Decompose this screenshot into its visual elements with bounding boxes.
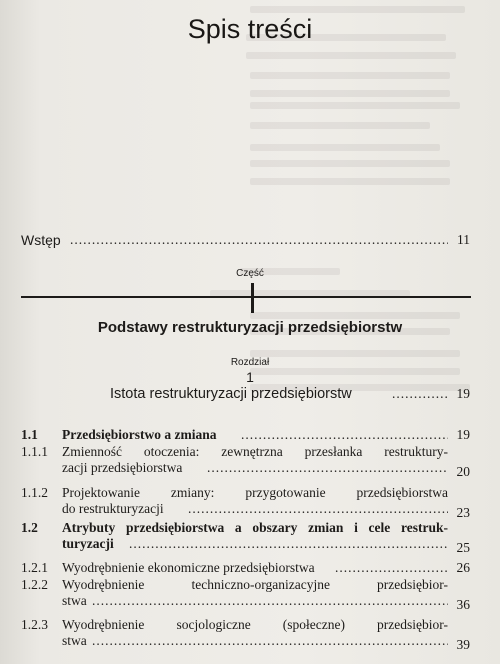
leader-dots — [207, 460, 448, 476]
entry-text: stwa — [62, 633, 87, 648]
entry-page: 36 — [456, 597, 470, 612]
leader-dots — [188, 501, 448, 517]
entry-page: 19 — [456, 427, 470, 442]
page-title: Spis treści — [187, 14, 313, 44]
entry-text: Projektowanie zmiany: przygotowanie przedsiębiorstwa — [62, 485, 448, 500]
roman-numeral-glyph — [251, 283, 254, 313]
leader-dots — [70, 232, 448, 248]
leader-dots — [241, 427, 448, 443]
chapter-number: 1 — [246, 369, 254, 385]
leader-dots — [392, 386, 448, 402]
entry-page: 20 — [456, 464, 470, 479]
leader-dots — [129, 536, 448, 552]
leader-dots — [92, 593, 448, 609]
entry-text: Wyodrębnienie ekonomiczne przedsiębiorstwa — [62, 560, 315, 575]
intro-page: 11 — [457, 232, 470, 247]
part-title: Podstawy restrukturyzacji przedsiębiorstw — [97, 319, 403, 336]
entry-page: 39 — [456, 637, 470, 652]
entry-number: 1.2 — [21, 520, 38, 535]
entry-page: 26 — [456, 560, 470, 575]
entry-number: 1.2.3 — [21, 617, 48, 632]
entry-text: stwa — [62, 593, 87, 608]
entry-page: 23 — [456, 505, 470, 520]
entry-number: 1.1 — [21, 427, 38, 442]
leader-dots — [92, 633, 448, 649]
entry-text: Wyodrębnienie techniczno-organizacyjne przedsiębior- — [62, 577, 448, 592]
entry-text: Wyodrębnienie socjologiczne (społeczne) przedsiębior- — [62, 617, 448, 632]
chapter-word: Rozdział — [230, 357, 270, 368]
chapter-title: Istota restrukturyzacji przedsiębiorstw — [110, 386, 352, 402]
entry-number: 1.1.1 — [21, 444, 48, 459]
chapter-page: 19 — [456, 386, 470, 401]
entry-number: 1.2.1 — [21, 560, 48, 575]
entry-page: 25 — [456, 540, 470, 555]
entry-text: turyzacji — [62, 536, 114, 551]
part-word: Część — [236, 268, 264, 279]
entry-number: 1.1.2 — [21, 485, 48, 500]
entry-text: Atrybuty przedsiębiorstwa a obszary zmian i cele restruk- — [62, 520, 448, 535]
part-numeral — [243, 282, 261, 314]
entry-text: do restrukturyzacji — [62, 501, 164, 516]
intro-label: Wstęp — [21, 232, 61, 248]
leader-dots — [335, 560, 448, 576]
entry-text: Przedsiębiorstwo a zmiana — [62, 427, 217, 442]
entry-text: Zmienność otoczenia: zewnętrzna przesłanka restruktury- — [62, 444, 448, 459]
entry-text: zacji przedsiębiorstwa — [62, 460, 183, 475]
entry-number: 1.2.2 — [21, 577, 48, 592]
